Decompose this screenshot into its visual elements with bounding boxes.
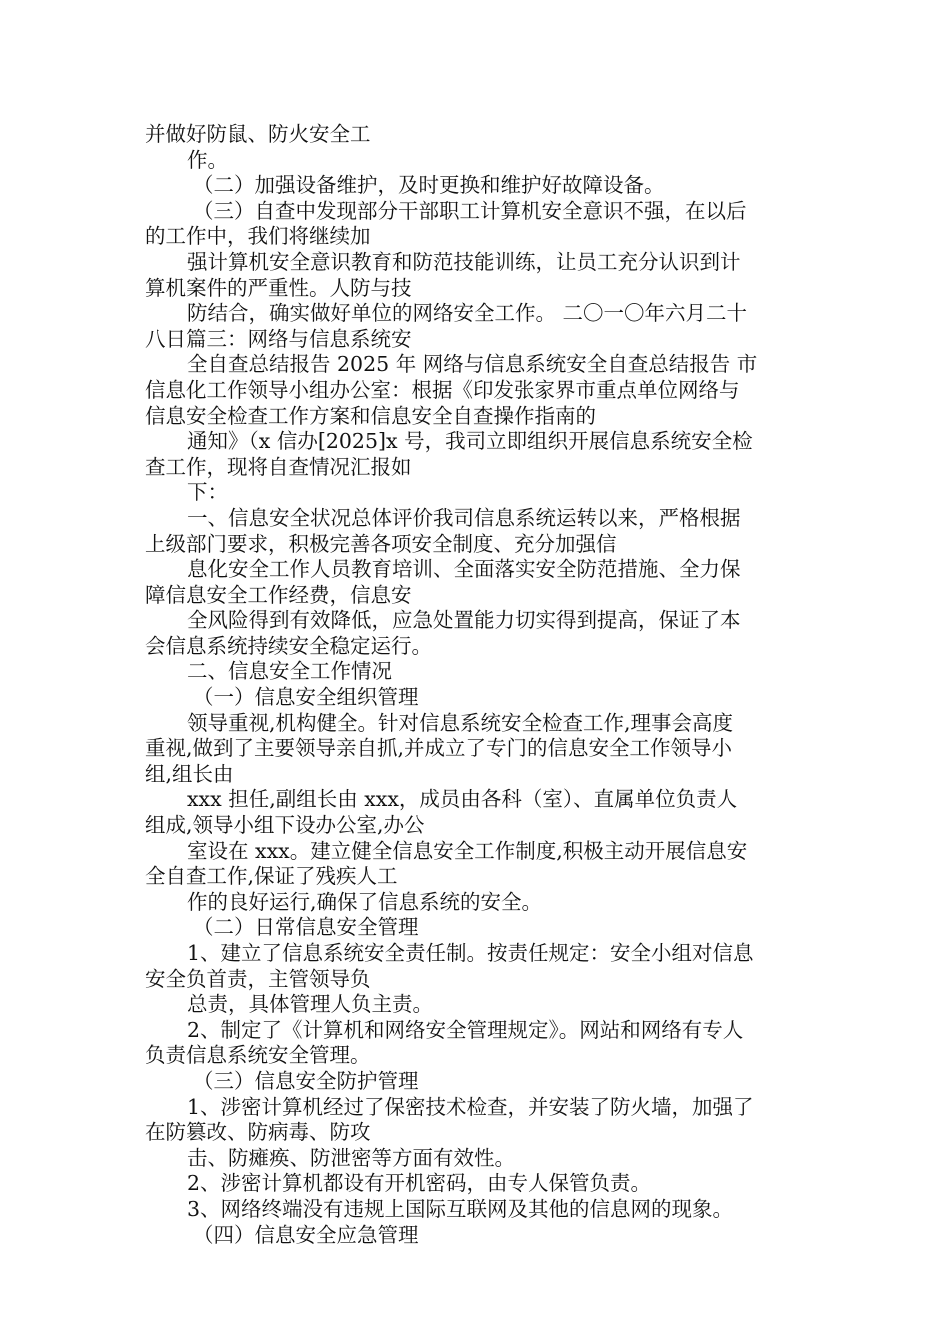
text-line: 全自查总结报告 2025 年 网络与信息系统安全自查总结报告 市 — [187, 352, 758, 377]
text-line: 组成,领导小组下设办公室,办公 — [145, 813, 425, 838]
text-line: （一）信息安全组织管理 — [193, 685, 419, 710]
text-line: 通知》（x 信办[2025]x 号，我司立即组织开展信息系统安全检 — [187, 429, 753, 454]
text-line: 强计算机安全意识教育和防范技能训练，让员工充分认识到计 — [187, 249, 741, 274]
text-line: （三）信息安全防护管理 — [193, 1068, 419, 1093]
text-line: 算机案件的严重性。人防与技 — [145, 275, 412, 300]
text-line: （三）自查中发现部分干部职工计算机安全意识不强，在以后 — [193, 198, 747, 223]
text-line: 全风险得到有效降低，应急处置能力切实得到提高，保证了本 — [187, 608, 741, 633]
text-line: 查工作，现将自查情况汇报如 — [145, 454, 412, 479]
text-line: 作的良好运行,确保了信息系统的安全。 — [187, 889, 543, 914]
text-line: 2、涉密计算机都设有开机密码，由专人保管负责。 — [187, 1171, 652, 1196]
text-line: （二）日常信息安全管理 — [193, 915, 419, 940]
text-line: 的工作中，我们将继续加 — [145, 224, 371, 249]
text-line: 息化安全工作人员教育培训、全面落实安全防范措施、全力保 — [187, 557, 741, 582]
text-line: 1、建立了信息系统安全责任制。按责任规定：安全小组对信息 — [187, 941, 754, 965]
text-line: 在防篡改、防病毒、防攻 — [145, 1120, 371, 1145]
text-line: 2、制定了《计算机和网络安全管理规定》。网站和网络有专人 — [187, 1017, 744, 1042]
text-line: 上级部门要求，积极完善各项安全制度、充分加强信 — [145, 531, 617, 556]
text-line: 安全负首责，主管领导负 — [145, 966, 371, 991]
text-line: 障信息安全工作经费，信息安 — [145, 582, 412, 607]
text-line: 总责，具体管理人负主责。 — [187, 992, 433, 1017]
text-line: 下： — [187, 480, 228, 505]
text-line: 八日篇三：网络与信息系统安 — [145, 326, 412, 351]
text-line: 信息安全检查工作方案和信息安全自查操作指南的 — [145, 403, 596, 428]
text-line: 信息化工作领导小组办公室：根据《印发张家界市重点单位网络与 — [145, 377, 740, 402]
text-line: 二、信息安全工作情况 — [187, 659, 392, 684]
text-line: 防结合，确实做好单位的网络安全工作。 二〇一〇年六月二十 — [187, 301, 748, 326]
text-line: 重视,做到了主要领导亲自抓,并成立了专门的信息安全工作领导小 — [145, 736, 733, 761]
document-body — [145, 122, 807, 1248]
text-line: 全自查工作,保证了残疾人工 — [145, 864, 398, 889]
text-line: 组,组长由 — [145, 761, 234, 786]
text-line: 负责信息系统安全管理。 — [145, 1043, 371, 1068]
text-line: 1、涉密计算机经过了保密技术检查，并安装了防火墙，加强了 — [187, 1094, 754, 1119]
text-line: 一、信息安全状况总体评价我司信息系统运转以来，严格根据 — [187, 505, 741, 530]
text-line: 作。 — [187, 147, 228, 172]
text-line: （二）加强设备维护，及时更换和维护好故障设备。 — [193, 173, 665, 198]
text-line: 领导重视,机构健全。针对信息系统安全检查工作,理事会高度 — [187, 710, 734, 735]
text-line: 并做好防鼠、防火安全工 — [145, 122, 371, 146]
text-line: 会信息系统持续安全稳定运行。 — [145, 633, 432, 658]
text-line: 室设在 xxx。建立健全信息安全工作制度,积极主动开展信息安 — [187, 838, 748, 863]
text-line: 击、防瘫痪、防泄密等方面有效性。 — [187, 1145, 515, 1170]
text-line: （四）信息安全应急管理 — [193, 1222, 419, 1247]
text-line: xxx 担任,副组长由 xxx，成员由各科（室）、直属单位负责人 — [187, 787, 738, 812]
text-line: 3、网络终端没有违规上国际互联网及其他的信息网的现象。 — [187, 1196, 734, 1221]
